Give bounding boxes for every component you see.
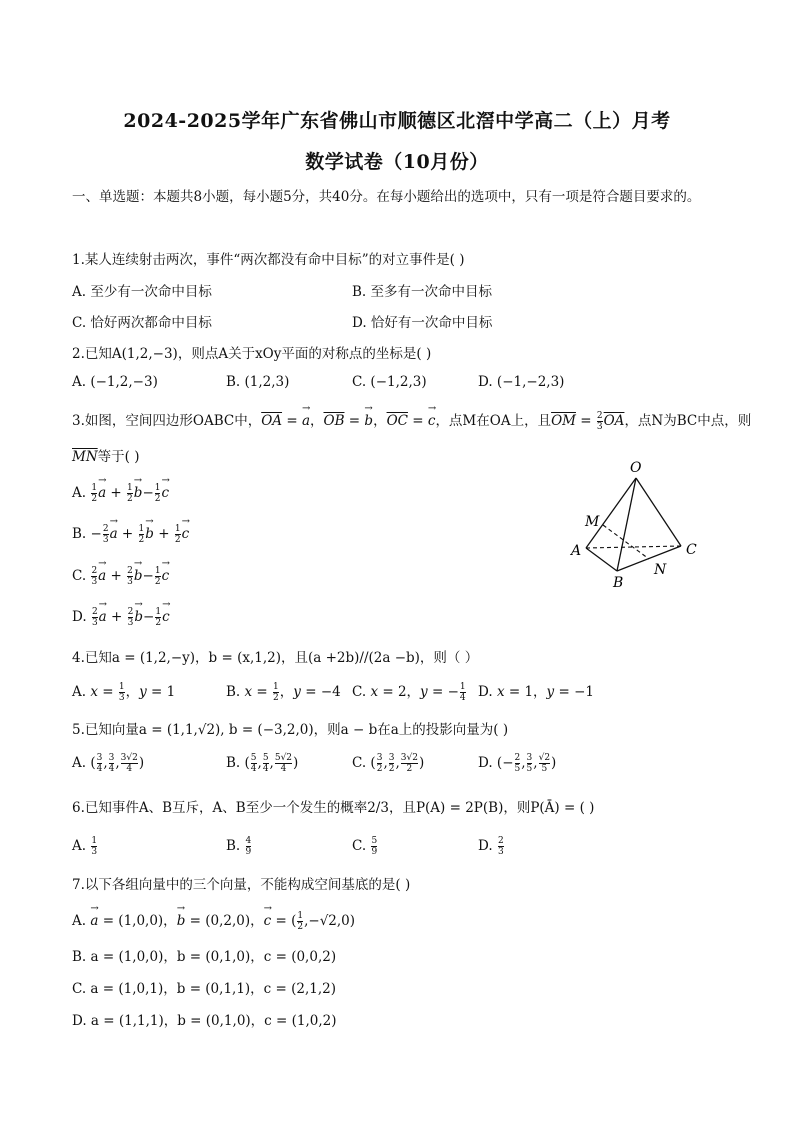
question-3-stem-part-a: 3.如图，空间四边形OABC中， (72, 413, 262, 429)
label-m: M (585, 514, 600, 530)
question-1-option-a: A. 至少有一次命中目标 (72, 284, 212, 300)
question-6-option-b: B. $\frac{4}{9}$ (226, 836, 252, 857)
question-7-option-b: B. a = (1,0,0)，b = (0,1,0)，c = (0,0,2) (72, 949, 337, 965)
question-1-stem: 1.某人连续射击两次，事件“两次都没有命中目标”的对立事件是( ) (72, 252, 465, 268)
question-3-option-d: D. $\frac{2}{3}$ → a + $\frac{2}{3}$ → b− $\frac{1}{2}$ → c (72, 607, 170, 628)
exam-subtitle: 数学试卷（10月份） (305, 151, 489, 173)
question-3-stem-line2: $\overline{MN}$等于( ) (72, 449, 140, 465)
question-4-option-a: A. x = $\frac{1}{3}$ ，y = 1 (72, 682, 176, 703)
question-3-option-b: B. − $\frac{2}{3}$ → a + $\frac{1}{2}$ → b + $\frac{1}{2}$ → c (72, 524, 189, 545)
question-2-option-a: A. (−1,2,−3) (72, 374, 158, 390)
question-1-option-b: B. 至多有一次命中目标 (352, 284, 493, 300)
question-3-stem-part-b: ，点M在OA上，且 (435, 413, 552, 429)
label-a: A (571, 543, 582, 559)
question-6-option-a: A. $\frac{1}{3}$ (72, 836, 98, 857)
question-7-option-c: C. a = (1,0,1)，b = (0,1,1)，c = (2,1,2) (72, 981, 337, 997)
question-4-option-d: D. x = 1，y = −1 (478, 684, 594, 700)
question-1-option-c: C. 恰好两次都命中目标 (72, 315, 212, 331)
question-7-stem: 7.以下各组向量中的三个向量，不能构成空间基底的是( ) (72, 877, 411, 893)
question-4-option-b: B. x = $\frac{1}{2}$ ，y = −4 (226, 682, 341, 703)
question-2-stem: 2.已知A(1,2,−3)，则点A关于xOy平面的对称点的坐标是( ) (72, 346, 432, 362)
question-6-option-d: D. $\frac{2}{3}$ (478, 836, 504, 857)
label-b: B (613, 575, 624, 591)
question-3-stem-part-d: 等于( ) (97, 449, 140, 465)
question-5-stem: 5.已知向量a = (1,1,√2), b = (−3,2,0)，则a − b在a上的投影向量为( ) (72, 722, 509, 738)
question-3-stem: 3.如图，空间四边形OABC中，$\overline{OA}$ = → a，$\overline{OB}$ = → b，$\overline{OC}$ = → c，点M在OA上，且$\overline{OM}$ = $\frac{2}{3}$ $\overline{OA}$，点N为BC中点，则 (72, 409, 751, 432)
question-4-stem: 4.已知a = (1,2,−y)，b = (x,1,2)，且(a +2b)//(2a −b)，则（ ） (72, 650, 479, 666)
question-7-option-a: A. → a = (1,0,0)，→ b = (0,2,0)，→ c = ( $\frac{1}{2}$ ,−√2,0) (72, 909, 355, 932)
tetrahedron-figure (560, 458, 710, 598)
question-6-stem: 6.已知事件A、B互斥，A、B至少一个发生的概率2/3，且P(A) = 2P(B)，则P(Ā) = ( ) (72, 800, 595, 816)
label-o: O (630, 460, 642, 476)
question-5-option-b: B. ( $\frac{5}{4}$ , $\frac{5}{4}$ , $\frac{5√2}{4}$ ) (226, 753, 299, 774)
label-n: N (654, 562, 667, 578)
question-1-option-d: D. 恰好有一次命中目标 (352, 315, 493, 331)
question-5-option-c: C. ( $\frac{3}{2}$ , $\frac{3}{2}$ , $\frac{3√2}{2}$ ) (352, 753, 425, 774)
question-5-option-d: D. (− $\frac{2}{5}$ , $\frac{3}{5}$ , $\frac{√2}{5}$ ) (478, 753, 557, 774)
exam-title: 2024-2025学年广东省佛山市顺德区北滘中学高二（上）月考 (123, 110, 671, 132)
question-7-option-d: D. a = (1,1,1)，b = (0,1,0)，c = (1,0,2) (72, 1013, 337, 1029)
question-2-option-d: D. (−1,−2,3) (478, 374, 565, 390)
question-4-option-c: C. x = 2，y = − $\frac{1}{4}$ (352, 682, 466, 703)
label-c: C (686, 542, 697, 558)
section-instructions: 一、单选题：本题共8小题，每小题5分，共40分。在每小题给出的选项中，只有一项是符合题目要求的。 (72, 189, 701, 205)
question-3-stem-part-c: ，点N为BC中点，则 (624, 413, 752, 429)
question-3-option-a: A. $\frac{1}{2}$ → a + $\frac{1}{2}$ → b− $\frac{1}{2}$ → c (72, 483, 169, 504)
question-2-option-c: C. (−1,2,3) (352, 374, 427, 390)
question-2-option-b: B. (1,2,3) (226, 374, 290, 390)
question-3-option-c: C. $\frac{2}{3}$ → a + $\frac{2}{3}$ → b− $\frac{1}{2}$ → c (72, 566, 169, 587)
question-5-option-a: A. ( $\frac{3}{4}$ , $\frac{3}{4}$ , $\frac{3√2}{4}$ ) (72, 753, 145, 774)
question-6-option-c: C. $\frac{5}{9}$ (352, 836, 378, 857)
